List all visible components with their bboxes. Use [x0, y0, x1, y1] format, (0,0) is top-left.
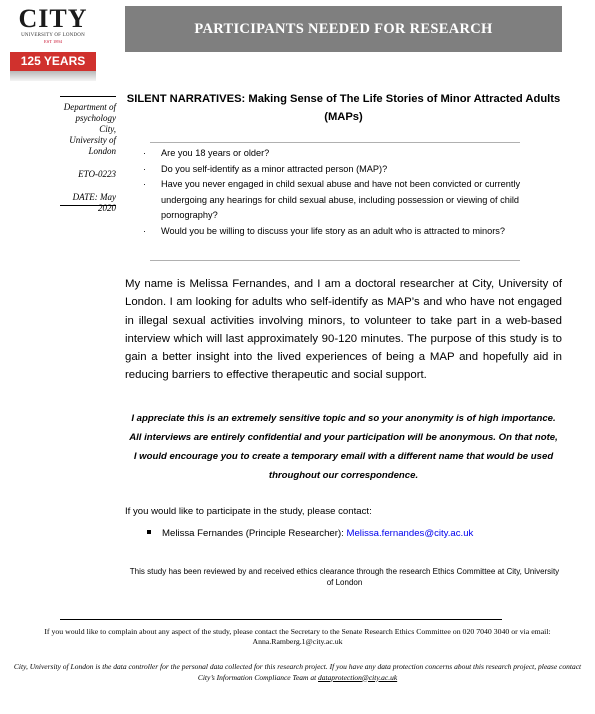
sidebar-date: DATE: May 2020	[72, 192, 116, 213]
footer-rule	[60, 619, 502, 620]
sidebar-reference: ETO-0223	[78, 169, 116, 179]
study-title: SILENT NARRATIVES: Making Sense of The Life Stories of Minor Attracted Adults (MAPs)	[126, 93, 561, 123]
square-bullet	[147, 530, 151, 534]
sidebar-department: Department of psychology City, University of London	[63, 102, 116, 156]
researcher-introduction: My name is Melissa Fernandes, and I am a doctoral researcher at City, University of London. I am looking for adults who self-identify as MAP’s and who have not engaged in illegal sexual activities involving minors, to volunteer to take part in a web-based interview which will last approximately 90-120 minutes. The purpose of this study is to gain a better insight into the lived experiences of being a MAP and hopefully aid in reducing barriers to effective therapeutic and social support.	[125, 278, 562, 382]
ethics-clearance-note: This study has been reviewed by and received ethics clearance through the research Ethics Committee at City, University of London	[129, 567, 560, 587]
question-item: · Do you self-identify as a minor attracted person (MAP)?	[143, 162, 563, 178]
city-logo	[10, 6, 96, 81]
bullet: ·	[143, 225, 146, 236]
sidebar-bottom-rule	[60, 205, 116, 206]
data-protection-email-link[interactable]: dataprotection@city.ac.uk	[318, 672, 398, 682]
sidebar-top-rule	[60, 96, 116, 97]
researcher-email-link[interactable]: Melissa.fernandes@city.ac.uk	[346, 528, 474, 539]
divider-bottom	[150, 260, 520, 261]
logo-university: UNIVERSITY OF LONDON	[21, 33, 85, 38]
eligibility-questions	[143, 146, 563, 239]
complaint-notice: If you would like to complain about any aspect of the study, please contact the Secretary to the Senate Research Ethics Committee on 020 7040 3040 or via email: Anna.Ramberg.1@city.ac.uk	[44, 627, 551, 646]
data-protection-text: City, University of London is the data controller for the personal data collected for this research project. If you have any data protection concerns about this research project, please contact City’s Information Compliance Team at	[13, 662, 582, 682]
bullet: ·	[143, 179, 146, 189]
data-protection-notice	[10, 662, 585, 683]
question-item: · Are you 18 years or older?	[143, 146, 563, 162]
question-item: · Have you never engaged in child sexual abuse and have not been convicted or currently undergoing any hearings for child sexual abuse, including possession or viewing of child pornography?	[143, 179, 521, 220]
logo-established: EST 1894	[43, 39, 63, 44]
anonymity-notice: I appreciate this is an extremely sensitive topic and so your anonymity is of high importance. All interviews are entirely confidential and your participation will be anonymous. On that note, I would encourage you to create a temporary email with a different name that would be used throughout our correspondence.	[129, 413, 558, 481]
bullet: ·	[143, 163, 146, 174]
question-item: · Would you be willing to discuss your life story as an adult who is attracted to minors?	[143, 224, 563, 240]
logo-anniversary-badge: 125 YEARS	[10, 52, 96, 71]
sidebar-info	[60, 102, 116, 214]
page-banner: PARTICIPANTS NEEDED FOR RESEARCH	[125, 6, 562, 52]
bullet: ·	[143, 148, 146, 158]
logo-shadow	[10, 71, 96, 81]
contact-intro: If you would like to participate in the study, please contact:	[125, 506, 372, 517]
contact-name: Melissa Fernandes (Principle Researcher):	[162, 528, 347, 539]
contact-line	[147, 527, 473, 541]
logo-wordmark: CITY	[18, 4, 88, 33]
divider-top	[150, 142, 520, 143]
